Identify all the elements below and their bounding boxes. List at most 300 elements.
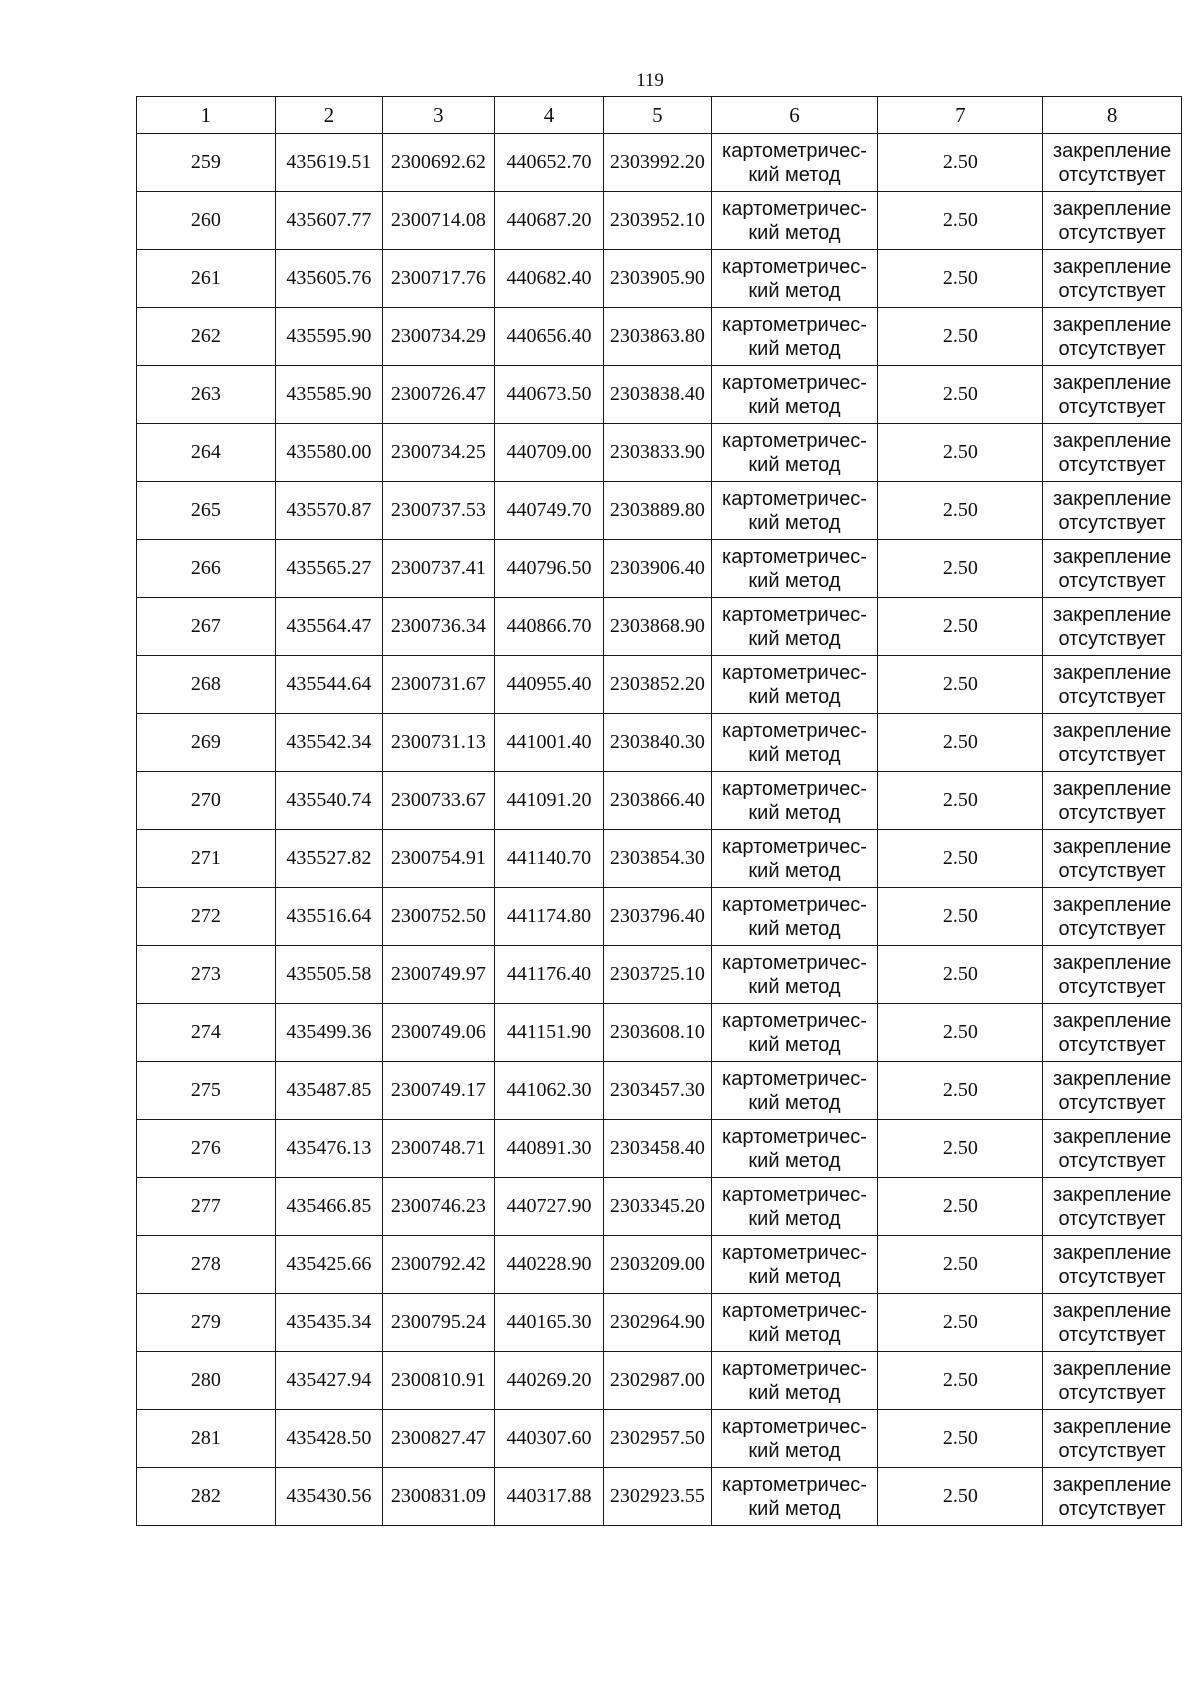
method-cell-line: кий метод [748, 1265, 841, 1288]
point-number-cell: 272 [137, 888, 276, 946]
point-number-cell: 261 [137, 250, 276, 308]
coordinate-cell: 2303905.90 [604, 250, 711, 308]
coordinate-cell: 2300831.09 [383, 1468, 495, 1526]
method-cell [711, 250, 878, 308]
method-cell-line: кий метод [748, 1381, 841, 1404]
coordinate-cell: 2300692.62 [383, 134, 495, 192]
fixing-cell-line: отсутствует [1058, 1323, 1166, 1346]
fixing-cell-line: закрепление [1052, 1299, 1172, 1322]
method-cell-line: картометричес- [722, 951, 867, 974]
fixing-cell-line: отсутствует [1058, 1091, 1166, 1114]
table-row [137, 946, 1182, 1004]
point-number-cell: 264 [137, 424, 276, 482]
coordinate-cell: 440891.30 [494, 1120, 603, 1178]
method-cell-line: картометричес- [722, 893, 867, 916]
header-cell-5: 5 [604, 97, 711, 134]
fixing-cell-line: закрепление [1052, 719, 1172, 742]
accuracy-cell: 2.50 [878, 308, 1043, 366]
method-cell [711, 134, 878, 192]
coordinate-cell: 435565.27 [275, 540, 382, 598]
coordinate-cell: 2302923.55 [604, 1468, 711, 1526]
fixing-cell [1043, 946, 1182, 1004]
accuracy-cell: 2.50 [878, 1004, 1043, 1062]
method-cell-line: кий метод [748, 743, 841, 766]
header-cell-4: 4 [494, 97, 603, 134]
coordinate-cell: 2303833.90 [604, 424, 711, 482]
method-cell-line: картометричес- [722, 1241, 867, 1264]
coordinate-cell: 435580.00 [275, 424, 382, 482]
fixing-cell-line: отсутствует [1058, 917, 1166, 940]
accuracy-cell: 2.50 [878, 192, 1043, 250]
fixing-cell-line: отсутствует [1058, 1149, 1166, 1172]
fixing-cell-line: отсутствует [1058, 1381, 1166, 1404]
method-cell [711, 1236, 878, 1294]
table-row [137, 540, 1182, 598]
fixing-cell-line: отсутствует [1058, 163, 1166, 186]
coordinate-cell: 435425.66 [275, 1236, 382, 1294]
fixing-cell-line: отсутствует [1058, 1265, 1166, 1288]
method-cell-line: кий метод [748, 1497, 841, 1520]
fixing-cell [1043, 714, 1182, 772]
method-cell [711, 714, 878, 772]
point-number-cell: 267 [137, 598, 276, 656]
coordinate-cell: 435585.90 [275, 366, 382, 424]
table-row [137, 1236, 1182, 1294]
header-cell-7: 7 [878, 97, 1043, 134]
coordinate-cell: 2300731.13 [383, 714, 495, 772]
table-row [137, 772, 1182, 830]
coordinate-cell: 2300734.25 [383, 424, 495, 482]
coordinate-cell: 2303457.30 [604, 1062, 711, 1120]
table-row [137, 1178, 1182, 1236]
fixing-cell-line: закрепление [1052, 777, 1172, 800]
coordinate-cell: 2300754.91 [383, 830, 495, 888]
fixing-cell-line: отсутствует [1058, 975, 1166, 998]
method-cell-line: картометричес- [722, 1183, 867, 1206]
table-row [137, 656, 1182, 714]
coordinate-cell: 440955.40 [494, 656, 603, 714]
coordinate-cell: 2300752.50 [383, 888, 495, 946]
coordinate-cell: 2300726.47 [383, 366, 495, 424]
fixing-cell [1043, 1410, 1182, 1468]
method-cell-line: кий метод [748, 685, 841, 708]
coordinate-cell: 440673.50 [494, 366, 603, 424]
table-row [137, 1352, 1182, 1410]
method-cell [711, 772, 878, 830]
method-cell [711, 888, 878, 946]
accuracy-cell: 2.50 [878, 1352, 1043, 1410]
method-cell-line: кий метод [748, 163, 841, 186]
point-number-cell: 262 [137, 308, 276, 366]
method-cell-line: картометричес- [722, 197, 867, 220]
accuracy-cell: 2.50 [878, 1410, 1043, 1468]
coordinate-cell: 2303854.30 [604, 830, 711, 888]
accuracy-cell: 2.50 [878, 888, 1043, 946]
fixing-cell [1043, 134, 1182, 192]
fixing-cell [1043, 1468, 1182, 1526]
fixing-cell [1043, 482, 1182, 540]
coordinate-cell: 2300717.76 [383, 250, 495, 308]
table-row [137, 598, 1182, 656]
coordinate-cell: 2303209.00 [604, 1236, 711, 1294]
method-cell-line: кий метод [748, 975, 841, 998]
method-cell [711, 1468, 878, 1526]
fixing-cell-line: закрепление [1052, 1067, 1172, 1090]
fixing-cell [1043, 888, 1182, 946]
coordinate-cell: 435595.90 [275, 308, 382, 366]
coordinate-cell: 441001.40 [494, 714, 603, 772]
table-row [137, 308, 1182, 366]
fixing-cell-line: закрепление [1052, 313, 1172, 336]
accuracy-cell: 2.50 [878, 830, 1043, 888]
method-cell-line: картометричес- [722, 429, 867, 452]
method-cell-line: кий метод [748, 221, 841, 244]
method-cell [711, 192, 878, 250]
fixing-cell-line: отсутствует [1058, 1497, 1166, 1520]
coordinate-cell: 435619.51 [275, 134, 382, 192]
coordinate-cell: 2302957.50 [604, 1410, 711, 1468]
coordinate-cell: 440269.20 [494, 1352, 603, 1410]
method-cell [711, 540, 878, 598]
method-cell-line: картометричес- [722, 371, 867, 394]
fixing-cell [1043, 250, 1182, 308]
table-row [137, 1062, 1182, 1120]
fixing-cell [1043, 1004, 1182, 1062]
fixing-cell-line: закрепление [1052, 197, 1172, 220]
coordinate-cell: 2300795.24 [383, 1294, 495, 1352]
point-number-cell: 281 [137, 1410, 276, 1468]
coordinate-cell: 2300746.23 [383, 1178, 495, 1236]
coordinate-cell: 2300736.34 [383, 598, 495, 656]
coordinate-cell: 2300733.67 [383, 772, 495, 830]
coordinate-cell: 2302964.90 [604, 1294, 711, 1352]
method-cell [711, 1410, 878, 1468]
table-row [137, 714, 1182, 772]
accuracy-cell: 2.50 [878, 540, 1043, 598]
fixing-cell [1043, 308, 1182, 366]
table-row [137, 134, 1182, 192]
accuracy-cell: 2.50 [878, 772, 1043, 830]
fixing-cell-line: отсутствует [1058, 337, 1166, 360]
coordinate-cell: 2303608.10 [604, 1004, 711, 1062]
method-cell-line: кий метод [748, 337, 841, 360]
table-row [137, 1410, 1182, 1468]
fixing-cell-line: закрепление [1052, 835, 1172, 858]
header-row [137, 97, 1182, 134]
coordinate-cell: 435542.34 [275, 714, 382, 772]
fixing-cell-line: закрепление [1052, 661, 1172, 684]
method-cell-line: кий метод [748, 859, 841, 882]
coordinate-cell: 435435.34 [275, 1294, 382, 1352]
coordinate-cell: 435499.36 [275, 1004, 382, 1062]
method-cell [711, 656, 878, 714]
point-number-cell: 282 [137, 1468, 276, 1526]
point-number-cell: 280 [137, 1352, 276, 1410]
accuracy-cell: 2.50 [878, 424, 1043, 482]
coordinate-cell: 2303796.40 [604, 888, 711, 946]
method-cell [711, 366, 878, 424]
table-row [137, 888, 1182, 946]
table-row [137, 1120, 1182, 1178]
method-cell [711, 1294, 878, 1352]
method-cell-line: картометричес- [722, 255, 867, 278]
coordinate-cell: 440317.88 [494, 1468, 603, 1526]
fixing-cell-line: отсутствует [1058, 685, 1166, 708]
coordinate-cell: 2300827.47 [383, 1410, 495, 1468]
fixing-cell-line: закрепление [1052, 1183, 1172, 1206]
coordinates-table [136, 96, 1182, 1526]
point-number-cell: 275 [137, 1062, 276, 1120]
coordinate-cell: 440749.70 [494, 482, 603, 540]
coordinate-cell: 2303863.80 [604, 308, 711, 366]
method-cell-line: картометричес- [722, 545, 867, 568]
point-number-cell: 269 [137, 714, 276, 772]
point-number-cell: 268 [137, 656, 276, 714]
method-cell-line: кий метод [748, 917, 841, 940]
point-number-cell: 277 [137, 1178, 276, 1236]
accuracy-cell: 2.50 [878, 1120, 1043, 1178]
fixing-cell-line: отсутствует [1058, 221, 1166, 244]
table-row [137, 250, 1182, 308]
fixing-cell-line: отсутствует [1058, 1207, 1166, 1230]
point-number-cell: 260 [137, 192, 276, 250]
fixing-cell-line: закрепление [1052, 893, 1172, 916]
header-cell-3: 3 [383, 97, 495, 134]
method-cell-line: картометричес- [722, 719, 867, 742]
coordinate-cell: 440796.50 [494, 540, 603, 598]
method-cell-line: кий метод [748, 1323, 841, 1346]
fixing-cell [1043, 1178, 1182, 1236]
method-cell [711, 482, 878, 540]
coordinate-cell: 435607.77 [275, 192, 382, 250]
method-cell-line: кий метод [748, 453, 841, 476]
method-cell-line: картометричес- [722, 1299, 867, 1322]
accuracy-cell: 2.50 [878, 134, 1043, 192]
point-number-cell: 278 [137, 1236, 276, 1294]
method-cell [711, 308, 878, 366]
fixing-cell-line: отсутствует [1058, 279, 1166, 302]
table-row [137, 192, 1182, 250]
fixing-cell-line: закрепление [1052, 139, 1172, 162]
coordinate-cell: 2300749.97 [383, 946, 495, 1004]
accuracy-cell: 2.50 [878, 1178, 1043, 1236]
point-number-cell: 263 [137, 366, 276, 424]
fixing-cell-line: отсутствует [1058, 627, 1166, 650]
fixing-cell-line: закрепление [1052, 1241, 1172, 1264]
fixing-cell [1043, 424, 1182, 482]
fixing-cell-line: закрепление [1052, 1473, 1172, 1496]
point-number-cell: 270 [137, 772, 276, 830]
method-cell-line: кий метод [748, 1091, 841, 1114]
accuracy-cell: 2.50 [878, 1468, 1043, 1526]
method-cell-line: картометричес- [722, 1473, 867, 1496]
method-cell-line: кий метод [748, 511, 841, 534]
fixing-cell-line: закрепление [1052, 255, 1172, 278]
accuracy-cell: 2.50 [878, 598, 1043, 656]
point-number-cell: 273 [137, 946, 276, 1004]
method-cell-line: картометричес- [722, 603, 867, 626]
coordinate-cell: 2303458.40 [604, 1120, 711, 1178]
coordinate-cell: 2300749.06 [383, 1004, 495, 1062]
table-row [137, 1294, 1182, 1352]
method-cell-line: картометричес- [722, 1357, 867, 1380]
accuracy-cell: 2.50 [878, 250, 1043, 308]
coordinate-cell: 2303866.40 [604, 772, 711, 830]
fixing-cell [1043, 540, 1182, 598]
point-number-cell: 271 [137, 830, 276, 888]
method-cell-line: картометричес- [722, 139, 867, 162]
point-number-cell: 265 [137, 482, 276, 540]
coordinate-cell: 441062.30 [494, 1062, 603, 1120]
accuracy-cell: 2.50 [878, 366, 1043, 424]
fixing-cell [1043, 1294, 1182, 1352]
method-cell-line: кий метод [748, 1439, 841, 1462]
fixing-cell-line: отсутствует [1058, 453, 1166, 476]
accuracy-cell: 2.50 [878, 1236, 1043, 1294]
method-cell [711, 1352, 878, 1410]
method-cell-line: кий метод [748, 395, 841, 418]
coordinate-cell: 2303840.30 [604, 714, 711, 772]
table-row [137, 1468, 1182, 1526]
method-cell-line: картометричес- [722, 1009, 867, 1032]
fixing-cell [1043, 830, 1182, 888]
coordinate-cell: 441151.90 [494, 1004, 603, 1062]
coordinate-cell: 435487.85 [275, 1062, 382, 1120]
coordinate-cell: 435430.56 [275, 1468, 382, 1526]
coordinate-cell: 440687.20 [494, 192, 603, 250]
accuracy-cell: 2.50 [878, 656, 1043, 714]
table-row [137, 424, 1182, 482]
method-cell-line: кий метод [748, 1033, 841, 1056]
coordinate-cell: 435540.74 [275, 772, 382, 830]
method-cell [711, 1062, 878, 1120]
coordinate-cell: 435516.64 [275, 888, 382, 946]
coordinate-cell: 440866.70 [494, 598, 603, 656]
method-cell-line: кий метод [748, 801, 841, 824]
fixing-cell [1043, 1352, 1182, 1410]
coordinate-cell: 440727.90 [494, 1178, 603, 1236]
method-cell-line: картометричес- [722, 661, 867, 684]
fixing-cell [1043, 598, 1182, 656]
method-cell [711, 1120, 878, 1178]
coordinate-cell: 440709.00 [494, 424, 603, 482]
coordinate-cell: 2300731.67 [383, 656, 495, 714]
table-row [137, 482, 1182, 540]
fixing-cell-line: отсутствует [1058, 569, 1166, 592]
coordinate-cell: 2300737.53 [383, 482, 495, 540]
fixing-cell-line: отсутствует [1058, 395, 1166, 418]
fixing-cell [1043, 192, 1182, 250]
fixing-cell-line: закрепление [1052, 429, 1172, 452]
coordinate-cell: 2300737.41 [383, 540, 495, 598]
method-cell-line: картометричес- [722, 1415, 867, 1438]
fixing-cell-line: отсутствует [1058, 801, 1166, 824]
coordinate-cell: 440652.70 [494, 134, 603, 192]
method-cell-line: кий метод [748, 1149, 841, 1172]
page-number: 119 [636, 70, 664, 91]
accuracy-cell: 2.50 [878, 946, 1043, 1004]
point-number-cell: 259 [137, 134, 276, 192]
header-cell-6: 6 [711, 97, 878, 134]
coordinate-cell: 2303838.40 [604, 366, 711, 424]
coordinate-cell: 2303868.90 [604, 598, 711, 656]
method-cell-line: картометричес- [722, 313, 867, 336]
coordinate-cell: 441174.80 [494, 888, 603, 946]
coordinate-cell: 441140.70 [494, 830, 603, 888]
method-cell-line: кий метод [748, 569, 841, 592]
coordinate-cell: 440656.40 [494, 308, 603, 366]
coordinate-cell: 2300749.17 [383, 1062, 495, 1120]
fixing-cell [1043, 1120, 1182, 1178]
fixing-cell-line: закрепление [1052, 371, 1172, 394]
fixing-cell [1043, 772, 1182, 830]
coordinate-cell: 2303906.40 [604, 540, 711, 598]
method-cell-line: кий метод [748, 627, 841, 650]
coordinate-cell: 440682.40 [494, 250, 603, 308]
fixing-cell-line: отсутствует [1058, 511, 1166, 534]
fixing-cell-line: закрепление [1052, 1125, 1172, 1148]
method-cell [711, 1004, 878, 1062]
method-cell [711, 424, 878, 482]
coordinate-cell: 441091.20 [494, 772, 603, 830]
fixing-cell-line: закрепление [1052, 1415, 1172, 1438]
coordinate-cell: 2300748.71 [383, 1120, 495, 1178]
coordinate-cell: 435476.13 [275, 1120, 382, 1178]
accuracy-cell: 2.50 [878, 1062, 1043, 1120]
accuracy-cell: 2.50 [878, 714, 1043, 772]
coordinate-cell: 2300734.29 [383, 308, 495, 366]
header-cell-8: 8 [1043, 97, 1182, 134]
header-cell-1: 1 [137, 97, 276, 134]
fixing-cell-line: отсутствует [1058, 1439, 1166, 1462]
fixing-cell [1043, 1236, 1182, 1294]
method-cell-line: картометричес- [722, 487, 867, 510]
fixing-cell-line: отсутствует [1058, 743, 1166, 766]
coordinate-cell: 435544.64 [275, 656, 382, 714]
table-row [137, 1004, 1182, 1062]
method-cell [711, 830, 878, 888]
accuracy-cell: 2.50 [878, 1294, 1043, 1352]
table-row [137, 366, 1182, 424]
table-body [137, 134, 1182, 1526]
table-row [137, 830, 1182, 888]
coordinate-cell: 2303952.10 [604, 192, 711, 250]
coordinate-cell: 440307.60 [494, 1410, 603, 1468]
coordinate-cell: 2300792.42 [383, 1236, 495, 1294]
coordinate-cell: 2303345.20 [604, 1178, 711, 1236]
method-cell [711, 1178, 878, 1236]
method-cell-line: картометричес- [722, 835, 867, 858]
point-number-cell: 276 [137, 1120, 276, 1178]
method-cell-line: картометричес- [722, 777, 867, 800]
fixing-cell [1043, 656, 1182, 714]
coordinate-cell: 2303852.20 [604, 656, 711, 714]
fixing-cell [1043, 366, 1182, 424]
fixing-cell-line: отсутствует [1058, 1033, 1166, 1056]
header-cell-2: 2 [275, 97, 382, 134]
fixing-cell-line: закрепление [1052, 1357, 1172, 1380]
coordinate-cell: 2300810.91 [383, 1352, 495, 1410]
fixing-cell-line: закрепление [1052, 487, 1172, 510]
coordinate-cell: 435564.47 [275, 598, 382, 656]
coordinate-cell: 441176.40 [494, 946, 603, 1004]
coordinate-cell: 2302987.00 [604, 1352, 711, 1410]
fixing-cell-line: закрепление [1052, 603, 1172, 626]
coordinate-cell: 435505.58 [275, 946, 382, 1004]
method-cell-line: кий метод [748, 1207, 841, 1230]
fixing-cell [1043, 1062, 1182, 1120]
fixing-cell-line: закрепление [1052, 545, 1172, 568]
